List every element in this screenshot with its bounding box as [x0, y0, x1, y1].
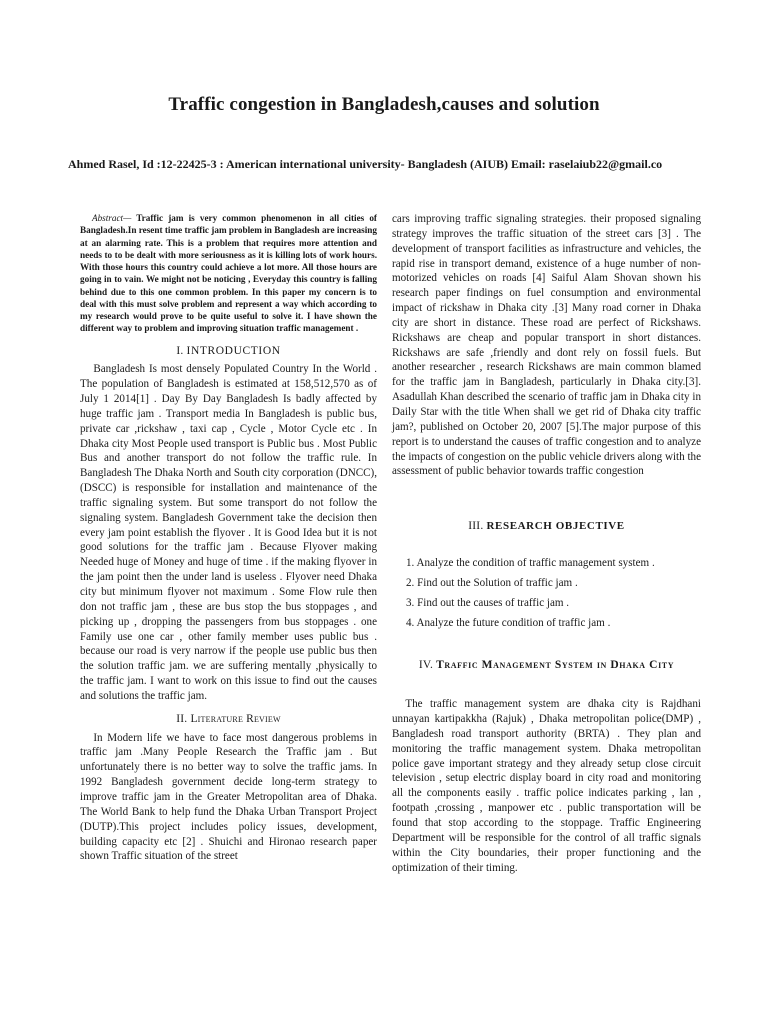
traffic-management-text: The traffic management system are dhaka city is Rajdhani unnayan kartipakkha (Rajuk) , Dhaka metropolitan police(DMP) , Bangladesh road transport authority (BRTA) . They plan and monitoring the traffic management system. Dhaka metropolitan police gave important strategy and they already setup close circuit television , setup electric display board in city road and monitoring all the components easily . traffic police indicates parking , lan , footpath ,crossing , manpower etc . public transportation will be found that stop according to the stoppage. Traffic Engineering Department will be responsible for the control of all traffic signals within the City boundaries, their proper functioning and the optimization of their timing. [392, 698, 701, 874]
author-line: Ahmed Rasel, Id :12-22425-3 : American international university- Bangladesh (AIUB) Email: raselaiub22@gmail.co [68, 157, 663, 171]
section-title: INTRODUCTION [186, 344, 281, 357]
right-column [392, 212, 701, 875]
section-number: III. [468, 520, 484, 533]
section-title: Traffic Management System in Dhaka City [436, 659, 675, 672]
list-item: 4. Analyze the future condition of traffic jam . [406, 616, 611, 629]
abstract [80, 212, 377, 335]
section-number: II. [176, 712, 188, 725]
list-item: 2. Find out the Solution of traffic jam . [406, 576, 578, 589]
list-item: 3. Find out the causes of traffic jam . [406, 596, 570, 609]
list-item: 1. Analyze the condition of traffic management system . [406, 557, 655, 570]
abstract-label: Abstract— [91, 213, 132, 223]
section-title: Literature Review [190, 712, 281, 725]
left-column [80, 212, 377, 864]
objective-list [392, 556, 701, 630]
abstract-text: Traffic jam is very common phenomenon in all cities of Bangladesh.In resent time traffic jam problem in Bangladesh are increasing at an alarming rate. This is a problem that requires more attention and needs to to be dealt with more seriousness as it is killing lots of work hours. With those hours this country could achieve a lot more. All those hours are going in to vain. We might not be noticing , Everyday this country is falling behind due to this one common problem. In this paper my concern is to deal with this must solve problem and represent a way which according to my research would prove to be quite useful to solve it. I have shown the different way to problem and improving situation traffic management . [80, 213, 377, 334]
section-heading-traffic-management [392, 658, 701, 673]
literature-review-text: In Modern life we have to face most dangerous problems in traffic jam .Many People Research the Traffic jam . But unfortunately there is no better way to solve the traffic jams. In 1992 Bangladesh government decide long-term strategy to improve traffic jam in the Greater Metropolitan area of Dhaka. The World Bank to help fund the Dhaka Urban Transport Project (DUTP).This project includes policy issues, development, building capacity etc [2] . Shuichi and Hironao research paper shown Traffic situation of the street [80, 731, 377, 863]
section-heading-research-objective [392, 519, 701, 534]
introduction-text: Bangladesh Is most densely Populated Country In the World . The population of Bangladesh is estimated at 158,512,570 as of July 1 2014[1] . Day By Day Bangladesh Is badly affected by huge traffic jam . Transport media In Bangladesh is public bus, private car ,rickshaw , taxi cap , Cycle , Motor Cycle etc . In Dhaka city Most People used transport is Public bus . Most Public Bus and another transport do not follow the traffic rule. In Bangladesh The Dhaka North and South city corporation (DNCC),(DSCC) is responsible for installation and maintenance of the traffic signaling system. But some transport do not follow the signaling system. Bangladesh Government take the decision then every jam point establish the flyover . It is Good Idea but it is not good solutions for the traffic jam . Because Flyover making Needed huge of Money and huge of time . if the making flyover in the jam point then the under land is useless . Flyover need Dhaka city but minimum flyover not maximum . Some Flow rule then don not traffic jam , these are bus stop the bus stoppages , and picking up , dropping the passengers from bus stoppages . one Family use one car , other family member uses public bus . because our road is very narrow if the people use public bus then the solution traffic jam. we are suffering mentally ,physically to the traffic jam. I want to work on this issue to find out the causes and solutions the traffic jam. [80, 363, 377, 702]
section-number: I. [176, 344, 184, 357]
paper-title: Traffic congestion in Bangladesh,causes and solution [168, 94, 600, 115]
section-number: IV. [418, 659, 434, 672]
section-heading-introduction [80, 344, 377, 359]
section-title: RESEARCH OBJECTIVE [486, 520, 625, 533]
literature-review-continued: cars improving traffic signaling strategies. their proposed signaling strategy improves the traffic situation of the street cars [3] . The development of transport facilities as infrastructure and vehicles, the rapid rise in transport demand, existence of a huge number of non-motorized vehicles on roads [4] Saiful Alam Shovan shown his research paper findings on fuel consumption and environmental impact of rickshaw in Dhaka city .[3] Many road corner in Dhaka city are short in distance. These road are perfect of Rickshaws. Rickshaws are cheap and popular transport in short distances. Rickshaws are safe ,friendly and dont rely on fossil fuels. But another researcher , research Rickshaws are main common blamed for the traffic jam in Bangladesh, particularly in Dhaka city.[3]. Asadullah Khan described the scenario of traffic jam in Dhaka city in Daily Star with the title When shall we get rid of Dhaka city traffic jam?, published on October 20, 2007 [5].The major purpose of this report is to understand the causes of traffic congestion and to analyze the impacts of congestion on the public vehicle drivers along with the assessment of public behavior towards traffic congestion [392, 213, 702, 478]
section-heading-literature-review [80, 712, 377, 727]
